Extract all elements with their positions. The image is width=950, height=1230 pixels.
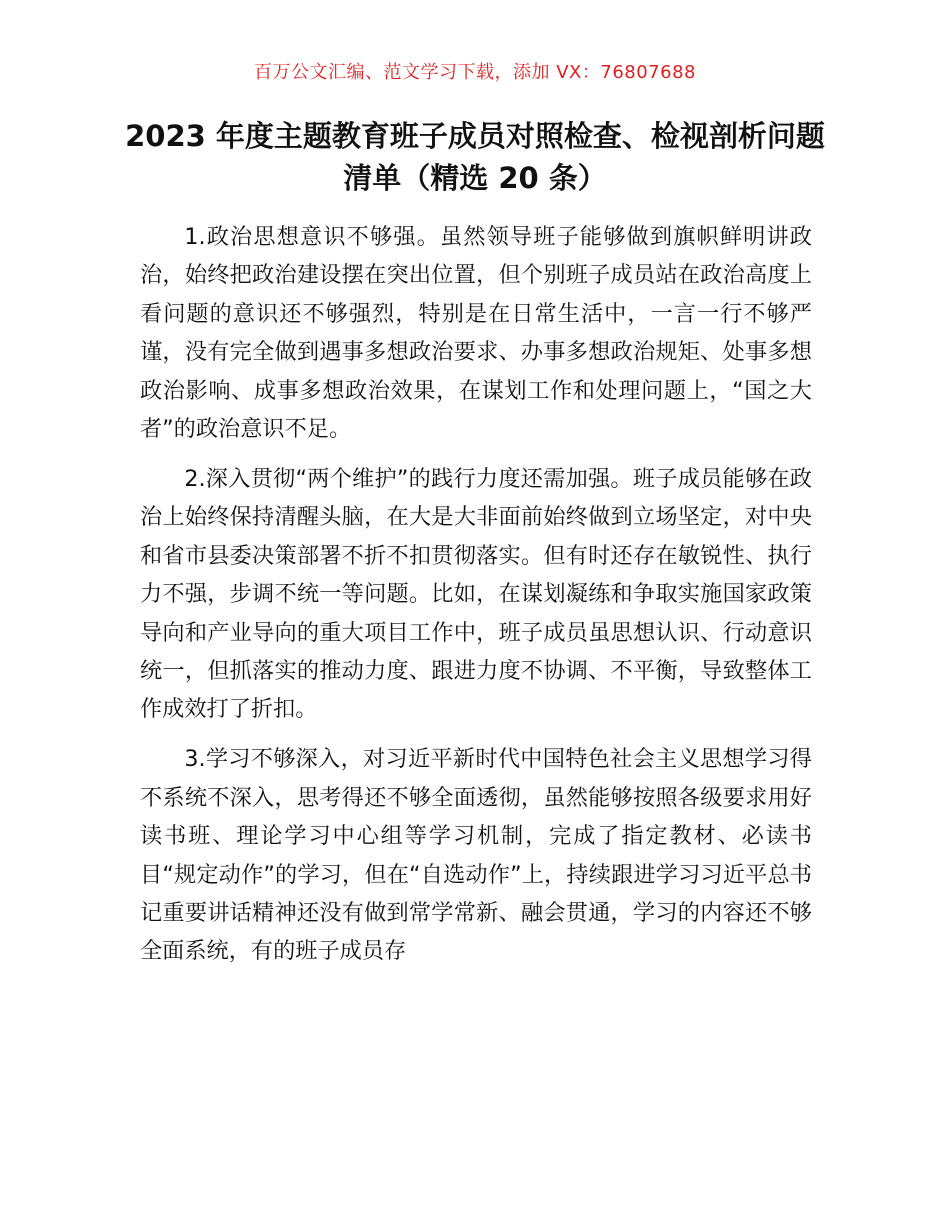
- paragraph-3: 3.学习不够深入，对习近平新时代中国特色社会主义思想学习得不系统不深入，思考得还不够全面透彻，虽然能够按照各级要求用好读书班、理论学习中心组等学习机制，完成了指定教材、必读书目“规定动作”的学习，但在“自选动作”上，持续跟进学习习近平总书记重要讲话精神还没有做到常学常新、融会贯通，学习的内容还不够全面系统，有的班子成员存: [140, 746, 812, 965]
- paragraph-2: 2.深入贯彻“两个维护”的践行力度还需加强。班子成员能够在政治上始终保持清醒头脑，在大是大非面前始终做到立场坚定，对中央和省市县委决策部署不折不扣贯彻落实。但有时还存在敏锐性、执行力不强，步调不统一等问题。比如，在谋划凝练和争取实施国家政策导向和产业导向的重大项目工作中，班子成员虽思想认识、行动意识统一，但抓落实的推动力度、跟进力度不协调、不平衡，导致整体工作成效打了折扣。: [140, 465, 812, 723]
- document-body: [140, 218, 812, 982]
- header-watermark-note: 百万公文汇编、范文学习下载，添加 VX：76807688: [254, 62, 696, 83]
- paragraph-1: 1.政治思想意识不够强。虽然领导班子能够做到旗帜鲜明讲政治，始终把政治建设摆在突出位置，但个别班子成员站在政治高度上看问题的意识还不够强烈，特别是在日常生活中，一言一行不够严谨，没有完全做到遇事多想政治要求、办事多想政治规矩、处事多想政治影响、成事多想政治效果，在谋划工作和处理问题上，“国之大者”的政治意识不足。: [140, 224, 812, 443]
- document-title: 2023 年度主题教育班子成员对照检查、检视剖析问题清单（精选 20 条）: [125, 119, 825, 195]
